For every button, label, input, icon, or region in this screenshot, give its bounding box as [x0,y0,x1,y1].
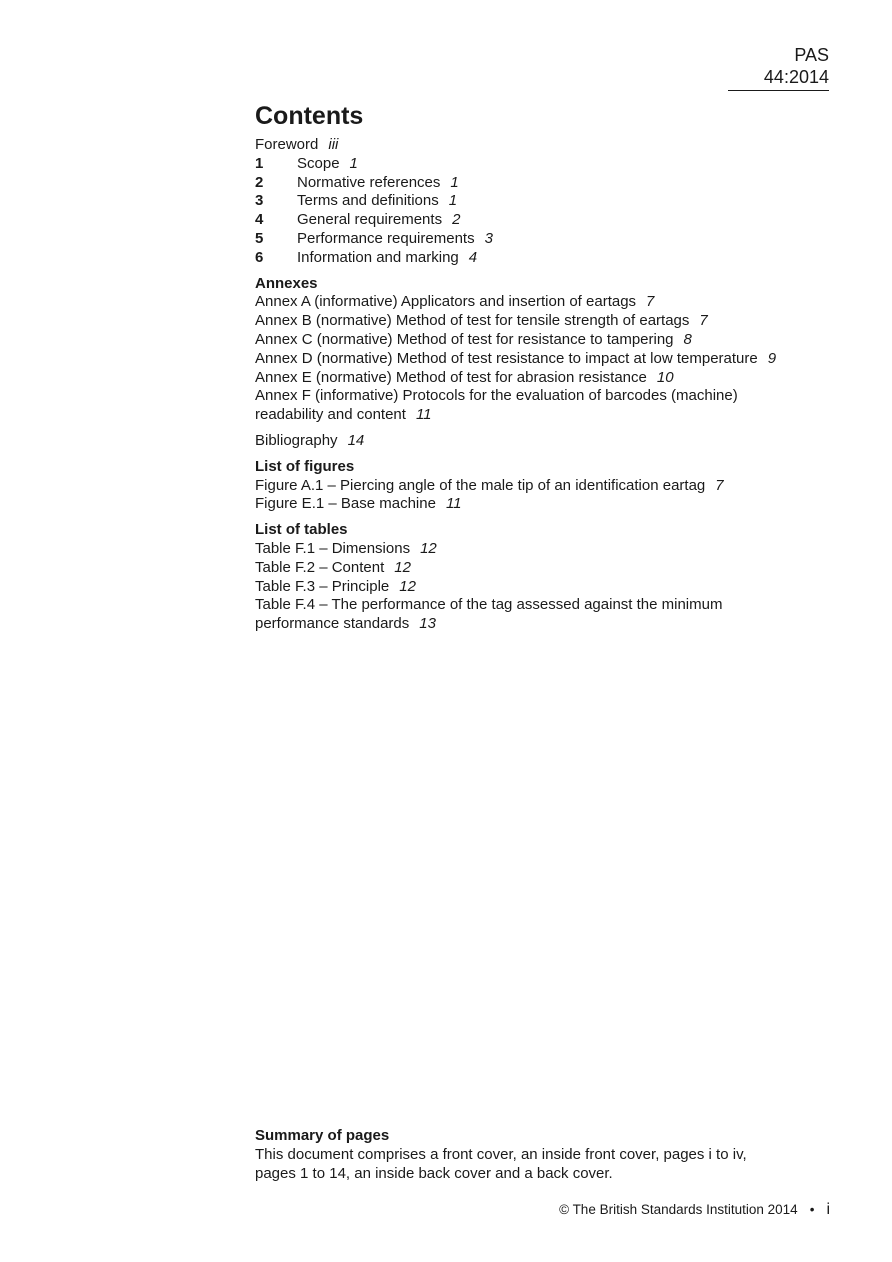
figures-heading: List of figures [255,457,355,475]
toc-entry-clause[interactable] [255,155,855,174]
contents-title: Contents [255,102,364,130]
toc-entry-label: Performance requirements [297,229,475,247]
toc-entry-label: Figure A.1 – Piercing angle of the male tip of an identification eartag [255,476,706,494]
toc-entry-table[interactable] [255,540,855,559]
clause-number: 3 [255,192,264,210]
toc-entry-label-continued: performance standards [255,615,410,633]
toc-entry-foreword[interactable] [255,136,855,155]
toc-entry-annex[interactable] [255,369,855,388]
toc-entry-label: General requirements [297,211,443,229]
toc-entry-label: Table F.2 – Content [255,558,385,576]
toc-entry-page: 8 [683,330,692,348]
toc-entry-label-continued: readability and content [255,406,406,424]
toc-entry-annex[interactable] [255,331,855,350]
toc-entry-page: 12 [399,577,416,595]
clause-number: 5 [255,229,264,247]
toc-entry-page: 14 [347,431,365,449]
toc-entry-label: Scope [297,154,340,172]
toc-entry-page: 7 [646,293,655,311]
toc-entry-clause[interactable] [255,211,855,230]
toc-entry-annex[interactable] [255,312,855,331]
toc-entry-page: 7 [715,476,724,494]
toc-entry-page: 7 [699,312,708,330]
clause-number: 1 [255,154,264,172]
summary-text-line: This document comprises a front cover, an inside front cover, pages i to iv, [255,1146,747,1163]
toc-entry-page: 12 [394,558,411,576]
toc-entry-table[interactable] [255,578,855,597]
toc-entry-label: Normative references [297,173,441,191]
toc-entry-clause[interactable] [255,192,855,211]
toc-entry-page: 11 [415,406,432,424]
toc-entry-page: 4 [468,248,478,266]
toc-entry-label: Table F.4 – The performance of the tag assessed against the minimum [255,596,723,614]
document-id: PAS 44:2014 [728,44,829,91]
toc-entry-label: Annex C (normative) Method of test for resistance to tampering [255,330,674,348]
toc-entry-page: 12 [420,539,437,557]
toc-entry-page: 13 [419,615,436,633]
bullet-separator: • [809,1202,815,1217]
clause-number: 6 [255,248,264,266]
toc-entry-label: Annex F (informative) Protocols for the evaluation of barcodes (machine) [255,387,738,405]
copyright-notice: © The British Standards Institution 2014 [559,1202,798,1217]
toc-entry-clause[interactable] [255,174,855,193]
clause-number: 2 [255,173,264,191]
toc-entry-label: Bibliography [255,431,338,449]
toc-entry-page: 1 [450,173,459,191]
toc-entry-table[interactable] [255,596,855,634]
toc-entry-page: iii [328,136,339,153]
summary-of-pages [255,1126,815,1183]
summary-text-line: pages 1 to 14, an inside back cover and a back cover. [255,1165,613,1182]
toc-entry-annex[interactable] [255,350,855,369]
toc-entry-page: 1 [448,192,458,210]
toc-entry-annex[interactable] [255,387,855,425]
toc-entry-figure[interactable] [255,477,855,496]
toc-entry-label: Annex D (normative) Method of test resistance to impact at low temperature [255,349,758,367]
toc-entry-label: Annex A (informative) Applicators and insertion of eartags [255,293,637,311]
toc-entry-table[interactable] [255,559,855,578]
toc-entry-label: Table F.3 – Principle [255,577,390,595]
toc-entry-clause[interactable] [255,230,855,249]
toc-entry-label: Annex B (normative) Method of test for tensile strength of eartags [255,312,690,330]
toc-entry-page: 1 [349,154,358,172]
toc-entry-page: 10 [656,368,674,386]
toc-entry-annex[interactable] [255,293,855,312]
toc-entry-bibliography[interactable] [255,432,855,451]
toc-entry-label: Figure E.1 – Base machine [255,495,436,513]
toc-entry-page: 9 [767,349,777,367]
toc-entry-page: 2 [452,211,461,229]
clause-number: 4 [255,211,264,229]
summary-heading: Summary of pages [255,1127,390,1144]
annexes-heading: Annexes [255,274,318,292]
toc-entry-page: 3 [484,229,493,247]
toc-entry-label: Table F.1 – Dimensions [255,539,411,557]
tables-heading: List of tables [255,521,348,539]
toc-entry-label: Information and marking [297,248,459,266]
toc-entry-page: 11 [445,495,462,513]
toc-entry-figure[interactable] [255,495,855,514]
page-number: i [826,1201,830,1218]
contents-section [255,100,855,634]
toc-entry-label: Foreword [255,136,319,153]
page-footer [500,1200,830,1220]
toc-entry-clause[interactable] [255,249,855,268]
toc-entry-label: Terms and definitions [297,192,439,210]
toc-entry-label: Annex E (normative) Method of test for abrasion resistance [255,368,647,386]
